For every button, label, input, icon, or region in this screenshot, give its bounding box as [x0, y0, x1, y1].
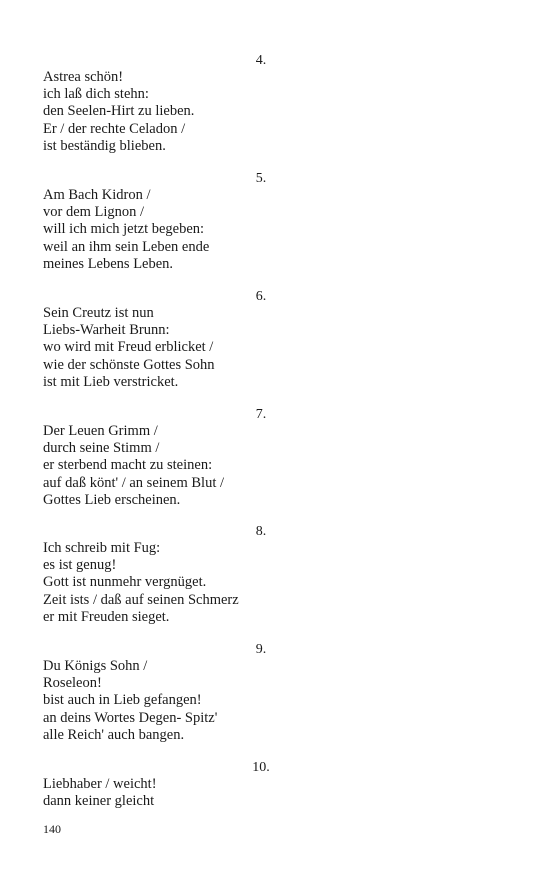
verse-line: wie der schönste Gottes Sohn — [43, 356, 215, 373]
verse-line: vor dem Lignon / — [43, 204, 145, 221]
verse-line: bist auch in Lieb gefangen! — [43, 692, 202, 709]
verse-line: an deins Wortes Degen- Spitz' — [43, 709, 218, 726]
stanza-10 — [43, 759, 283, 810]
verse-line: Zeit ists / daß auf seinen Schmerz — [43, 591, 239, 608]
stanza-number: 9. — [255, 642, 267, 657]
verse-line: dann keiner gleicht — [43, 793, 155, 810]
verse-line: Am Bach Kidron / — [43, 187, 151, 203]
verse-line: Du Königs Sohn / — [43, 658, 148, 674]
verse-line: wo wird mit Freud erblicket / — [43, 339, 214, 356]
verse-line: Er / der rechte Celadon / — [43, 120, 186, 137]
verse-line: Astrea schön! — [43, 69, 124, 85]
verse-line: Liebs-Warheit Brunn: — [43, 322, 170, 339]
verse-line: den Seelen-Hirt zu lieben. — [43, 103, 195, 120]
stanza-lines — [43, 305, 283, 391]
stanza-number: 7. — [255, 407, 267, 422]
verse-line: Gottes Lieb erscheinen. — [43, 491, 181, 508]
stanza-6 — [43, 288, 283, 391]
stanza-number: 10. — [252, 760, 270, 775]
stanza-7 — [43, 406, 283, 509]
verse-line: ich laß dich stehn: — [43, 86, 149, 103]
stanza-lines — [43, 187, 283, 273]
stanza-lines — [43, 540, 283, 626]
verse-line: es ist genug! — [43, 557, 117, 574]
verse-line: Liebhaber / weicht! — [43, 776, 157, 792]
stanza-lines — [43, 423, 283, 509]
stanza-8 — [43, 523, 283, 626]
verse-line: will ich mich jetzt begeben: — [43, 221, 205, 238]
verse-line: er mit Freuden sieget. — [43, 608, 170, 625]
stanza-4 — [43, 52, 283, 155]
verse-line: Ich schreib mit Fug: — [43, 540, 161, 556]
stanza-5 — [43, 170, 283, 273]
stanza-9 — [43, 641, 283, 744]
stanza-number: 8. — [255, 524, 267, 539]
stanza-number: 5. — [255, 171, 267, 186]
stanza-lines — [43, 658, 283, 744]
verse-line: er sterbend macht zu steinen: — [43, 457, 213, 474]
verse-line: weil an ihm sein Leben ende — [43, 238, 210, 255]
verse-line: alle Reich' auch bangen. — [43, 726, 185, 743]
verse-line: auf daß könt' / an seinem Blut / — [43, 474, 225, 491]
verse-line: meines Lebens Leben. — [43, 255, 174, 272]
page-number: 140 — [43, 822, 61, 836]
verse-line: Roseleon! — [43, 675, 102, 692]
verse-line: ist mit Lieb verstricket. — [43, 373, 179, 390]
stanza-lines — [43, 776, 283, 810]
verse-line: durch seine Stimm / — [43, 440, 160, 457]
verse-line: Der Leuen Grimm / — [43, 423, 158, 439]
verse-line: ist beständig blieben. — [43, 137, 166, 154]
stanza-number: 6. — [255, 289, 267, 304]
stanza-number: 4. — [255, 53, 267, 68]
stanza-lines — [43, 69, 283, 155]
verse-line: Sein Creutz ist nun — [43, 305, 154, 321]
verse-line: Gott ist nunmehr vergnüget. — [43, 574, 207, 591]
